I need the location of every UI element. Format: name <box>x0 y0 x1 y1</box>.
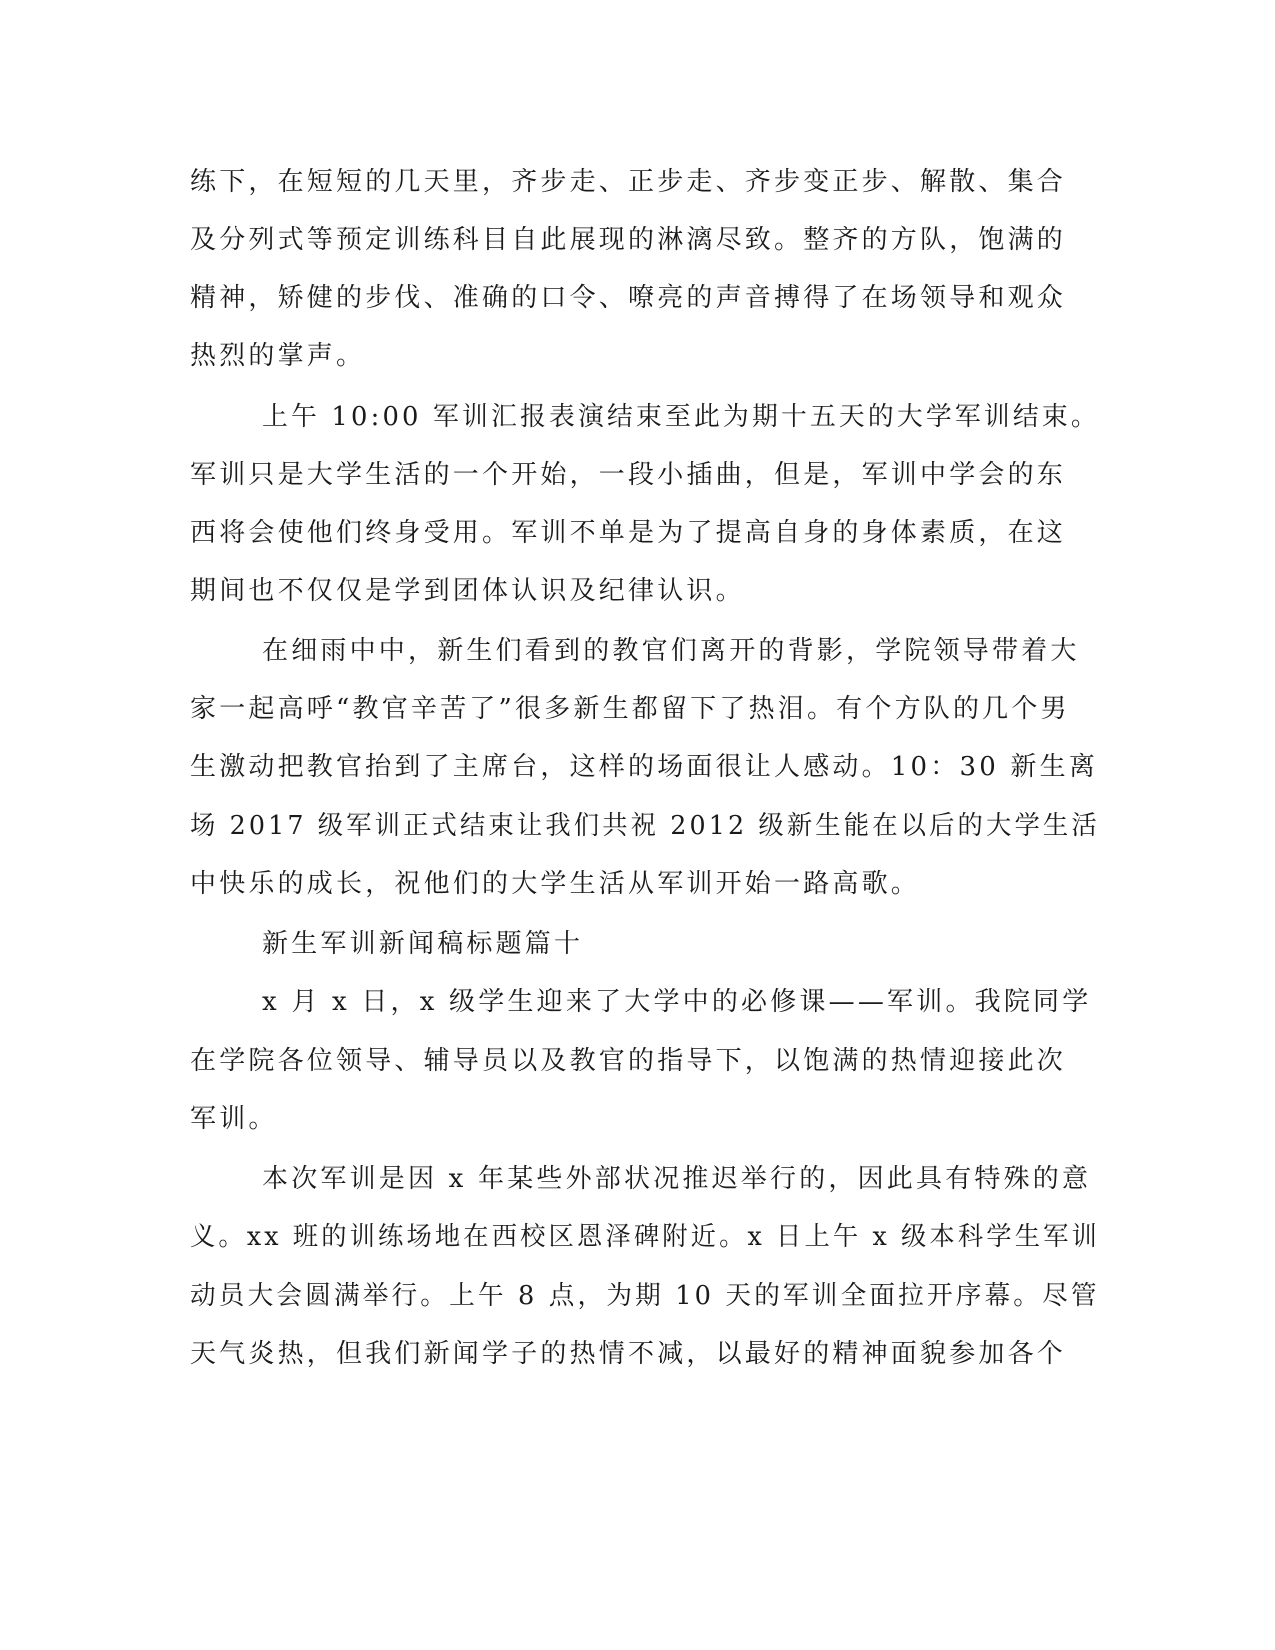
paragraph-first-line: 本次军训是因 x 年某些外部状况推迟举行的，因此具有特殊的意 <box>262 1164 1092 1194</box>
text-line: 练下，在短短的几天里，齐步走、正步走、齐步变正步、解散、集合 <box>190 167 1067 197</box>
text-line: 场 2017 级军训正式结束让我们共祝 2012 级新生能在以后的大学生活 <box>190 811 1100 841</box>
text-line: 期间也不仅仅是学到团体认识及纪律认识。 <box>190 576 745 606</box>
text-line: 生激动把教官抬到了主席台，这样的场面很让人感动。10：30 新生离 <box>190 752 1099 782</box>
text-line: 及分列式等预定训练科目自此展现的淋漓尽致。整齐的方队，饱满的 <box>190 225 1067 255</box>
text-line: 军训只是大学生活的一个开始，一段小插曲，但是，军训中学会的东 <box>190 460 1067 490</box>
paragraph-first-line: 在细雨中中，新生们看到的教官们离开的背影，学院领导带着大 <box>262 636 1080 666</box>
text-line: 义。xx 班的训练场地在西校区恩泽碑附近。x 日上午 x 级本科学生军训 <box>190 1222 1100 1252</box>
text-line: 动员大会圆满举行。上午 8 点，为期 10 天的军训全面拉开序幕。尽管 <box>190 1281 1100 1311</box>
text-line: 西将会使他们终身受用。军训不单是为了提高自身的身体素质，在这 <box>190 518 1067 548</box>
text-line: 天气炎热，但我们新闻学子的热情不减，以最好的精神面貌参加各个 <box>190 1339 1067 1369</box>
text-line: 中快乐的成长，祝他们的大学生活从军训开始一路高歌。 <box>190 869 921 899</box>
text-line: 军训。 <box>190 1104 278 1134</box>
paragraph-first-line: 上午 10:00 军训汇报表演结束至此为期十五天的大学军训结束。 <box>262 402 1100 432</box>
section-heading: 新生军训新闻稿标题篇十 <box>262 929 584 959</box>
text-line: 家一起高呼“教官辛苦了”很多新生都留下了热泪。有个方队的几个男 <box>190 694 1070 724</box>
text-line: 精神，矫健的步伐、准确的口令、嘹亮的声音搏得了在场领导和观众 <box>190 283 1067 313</box>
paragraph-first-line: x 月 x 日，x 级学生迎来了大学中的必修课——军训。我院同学 <box>262 987 1092 1017</box>
text-line: 在学院各位领导、辅导员以及教官的指导下，以饱满的热情迎接此次 <box>190 1046 1067 1076</box>
text-line: 热烈的掌声。 <box>190 341 366 371</box>
